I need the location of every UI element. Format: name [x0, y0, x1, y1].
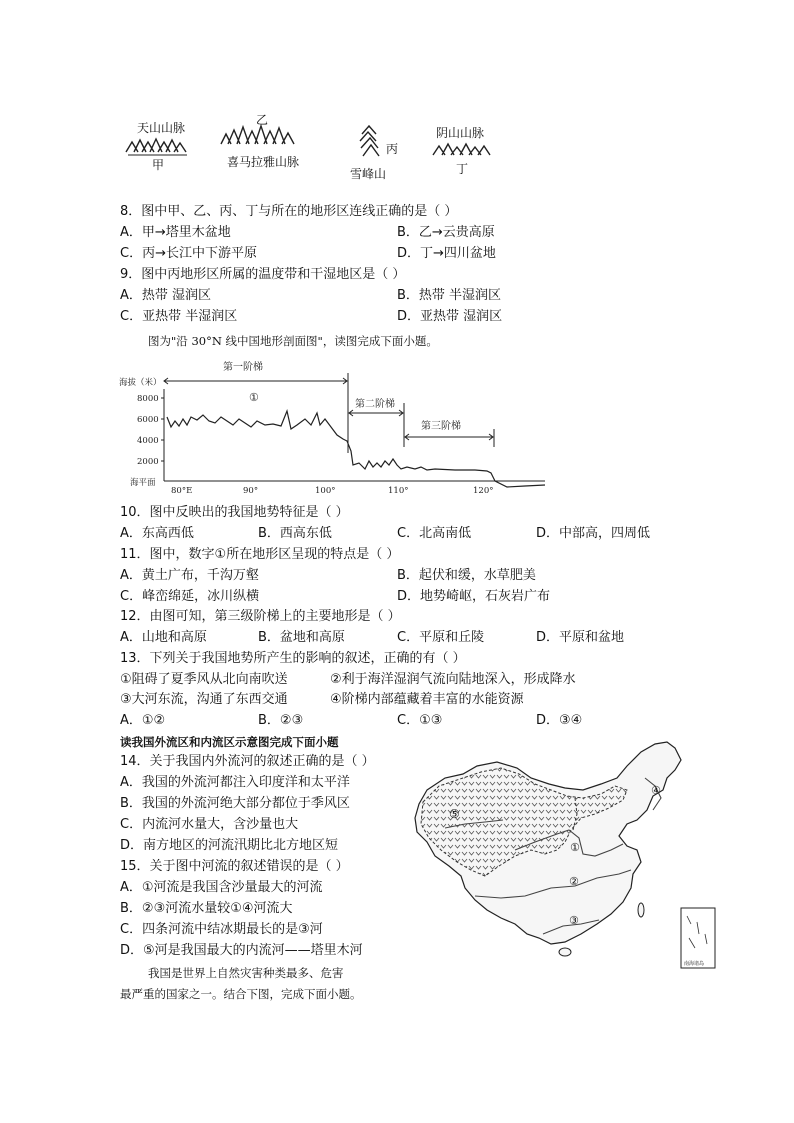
inset-label: 南海诸岛: [684, 961, 705, 967]
question-10-option-d[interactable]: D．中部高，四周低: [536, 526, 651, 541]
hainan-island: [559, 948, 571, 956]
taiwan-island: [638, 903, 644, 917]
question-10-option-a[interactable]: A．东高西低: [120, 526, 194, 541]
question-12-stem: 12．由图可知，第三级阶梯上的主要地形是（ ）: [120, 609, 401, 624]
map-intro: 读我国外流区和内流区示意图完成下面小题: [120, 735, 339, 749]
question-9-option-c[interactable]: C．亚热带 半湿润区: [120, 309, 238, 324]
china-drainage-map: [405, 738, 717, 970]
question-14-option-d[interactable]: D．南方地区的河流汛期比北方地区短: [120, 838, 339, 853]
sea-level-label: 海平面: [130, 478, 156, 488]
question-13-option-d[interactable]: D．③④: [536, 713, 583, 728]
label-yi: 乙: [256, 113, 269, 127]
profile-marker-1: ①: [249, 391, 259, 404]
mountain-range-icon-ding: [432, 140, 492, 158]
question-14-option-b[interactable]: B．我国的外流河绝大部分都位于季风区: [120, 796, 350, 811]
ytick-6000: 6000: [137, 415, 159, 425]
question-14-option-c[interactable]: C．内流河水量大，含沙量也大: [120, 817, 299, 832]
question-11-option-c[interactable]: C．峰峦绵延，冰川纵横: [120, 589, 260, 604]
question-13-statement-3: ③大河东流，沟通了东西交通: [120, 692, 288, 707]
terrain-profile-chart: [115, 355, 555, 500]
profile-intro: 图为"沿 30°N 线中国地形剖面图"，读图完成下面小题。: [148, 334, 438, 348]
question-13-option-a[interactable]: A．①②: [120, 713, 166, 728]
label-himalaya: 喜马拉雅山脉: [227, 155, 300, 169]
question-14-option-a[interactable]: A．我国的外流河都注入印度洋和太平洋: [120, 775, 350, 790]
label-ding: 丁: [456, 162, 469, 176]
question-8-option-c[interactable]: C．丙→长江中下游平原: [120, 246, 257, 261]
map-marker-4: ④: [651, 784, 661, 797]
question-13-stem: 13．下列关于我国地势所产生的影响的叙述，正确的有（ ）: [120, 651, 466, 666]
question-8-option-d[interactable]: D．丁→四川盆地: [397, 246, 496, 261]
question-8-stem: 8．图中甲、乙、丙、丁与所在的地形区连线正确的是（ ）: [120, 204, 458, 219]
disaster-intro-line-1: 我国是世界上自然灾害种类最多、危害: [148, 966, 344, 980]
step3-label: 第三阶梯: [421, 421, 461, 432]
question-12-option-d[interactable]: D．平原和盆地: [536, 630, 625, 645]
label-bing: 丙: [386, 142, 399, 156]
question-12-option-b[interactable]: B．盆地和高原: [258, 630, 345, 645]
question-14-stem: 14．关于我国内外流河的叙述正确的是（ ）: [120, 754, 375, 769]
map-marker-5: ⑤: [449, 807, 460, 821]
question-9-stem: 9．图中丙地形区所属的温度带和干湿地区是（ ）: [120, 267, 406, 282]
question-11-option-d[interactable]: D．地势崎岖，石灰岩广布: [397, 589, 551, 604]
question-12-option-c[interactable]: C．平原和丘陵: [397, 630, 485, 645]
question-15-option-d[interactable]: D．⑤河是我国最大的内流河——塔里木河: [120, 943, 363, 958]
question-11-stem: 11．图中，数字①所在地形区呈现的特点是（ ）: [120, 547, 400, 562]
map-marker-3: ③: [569, 914, 579, 927]
question-8-option-a[interactable]: A．甲→塔里木盆地: [120, 225, 231, 240]
label-jia: 甲: [152, 158, 165, 172]
ytick-2000: 2000: [137, 457, 159, 467]
map-marker-2: ②: [569, 875, 579, 888]
map-marker-1: ①: [570, 841, 580, 854]
xtick-100: 100°: [315, 486, 336, 496]
question-15-option-b[interactable]: B．②③河流水量较①④河流大: [120, 901, 293, 916]
label-xuefeng: 雪峰山: [350, 167, 387, 181]
question-10-stem: 10．图中反映出的我国地势特征是（ ）: [120, 505, 349, 520]
question-13-statement-2: ②利于海洋湿润气流向陆地深入，形成降水: [330, 672, 576, 687]
question-15-stem: 15．关于图中河流的叙述错误的是（ ）: [120, 859, 349, 874]
label-tianshan: 天山山脉: [137, 121, 186, 135]
question-13-statement-1: ①阻碍了夏季风从北向南吹送: [120, 672, 288, 687]
question-9-option-d[interactable]: D．亚热带 湿润区: [397, 309, 503, 324]
question-13-option-c[interactable]: C．①③: [397, 713, 443, 728]
question-15-option-a[interactable]: A．①河流是我国含沙量最大的河流: [120, 880, 323, 895]
profile-ylabel: 海拔（米）: [119, 378, 162, 388]
question-9-option-a[interactable]: A．热带 湿润区: [120, 288, 212, 303]
ytick-8000: 8000: [137, 394, 159, 404]
question-12-option-a[interactable]: A．山地和高原: [120, 630, 207, 645]
question-10-option-b[interactable]: B．西高东低: [258, 526, 332, 541]
south-china-sea-inset: [681, 908, 715, 968]
step1-label: 第一阶梯: [223, 362, 263, 373]
mountain-range-icon-yi: [220, 122, 300, 148]
question-9-option-b[interactable]: B．热带 半湿润区: [397, 288, 502, 303]
xtick-80E: 80°E: [171, 486, 193, 496]
step2-label: 第二阶梯: [355, 399, 395, 410]
ytick-4000: 4000: [137, 436, 159, 446]
question-13-option-b[interactable]: B．②③: [258, 713, 304, 728]
question-8-option-b[interactable]: B．乙→云贵高原: [397, 225, 495, 240]
question-11-option-b[interactable]: B．起伏和缓，水草肥美: [397, 568, 536, 583]
xtick-110: 110°: [388, 486, 409, 496]
terrain-profile-line: [167, 411, 545, 487]
mountain-peaks-icon-bing: [358, 124, 384, 162]
mountain-range-icon-jia: [125, 134, 190, 156]
mountain-figure: [120, 108, 500, 183]
xtick-90: 90°: [243, 486, 259, 496]
disaster-intro-line-2: 最严重的国家之一。结合下图，完成下面小题。: [120, 987, 362, 1001]
question-13-statement-4: ④阶梯内部蕴藏着丰富的水能资源: [330, 692, 524, 707]
question-11-option-a[interactable]: A．黄土广布，千沟万壑: [120, 568, 259, 583]
xtick-120: 120°: [473, 486, 494, 496]
question-15-option-c[interactable]: C．四条河流中结冰期最长的是③河: [120, 922, 323, 937]
question-10-option-c[interactable]: C．北高南低: [397, 526, 472, 541]
label-yinshan: 阴山山脉: [436, 126, 485, 140]
